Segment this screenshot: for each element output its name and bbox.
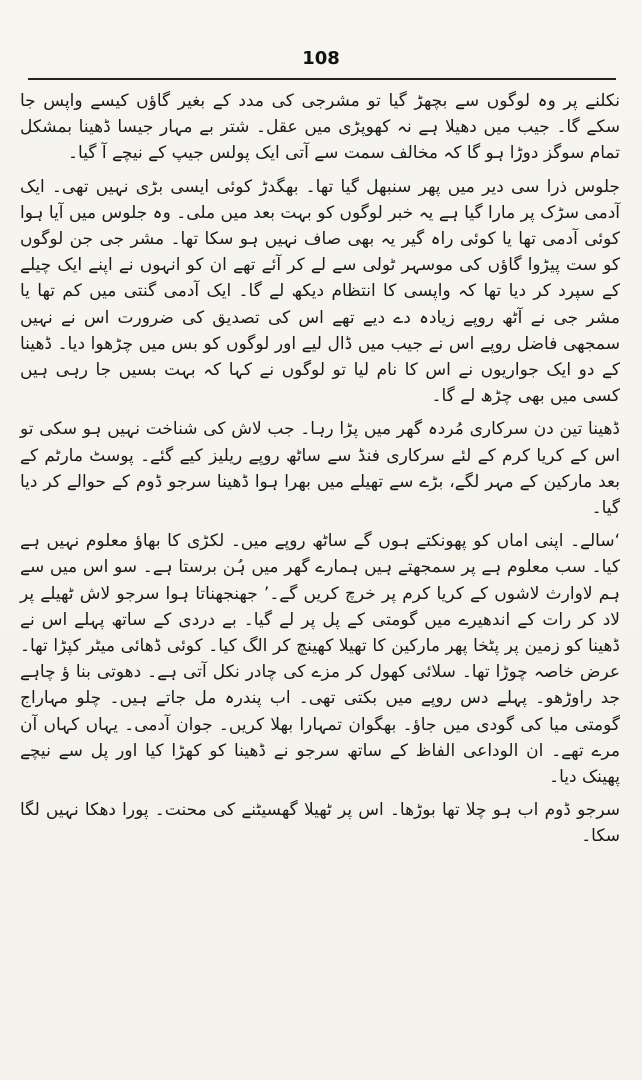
paragraph: ڈھینا تین دن سرکاری مُردہ گھر میں پڑا رہا۔ جب لاش کی شناخت نہیں ہو سکی تو اس کے کریا کرم کے لئے سرکاری فنڈ سے ساٹھ روپے ریلیز کیے گئے۔ پوسٹ مارٹم کے بعد مارکین کے مہر لگے، بڑے سے تھیلے میں بھرا ہوا ڈھینا سرجو ڈوم کے حوالے کر دیا گیا۔ [20, 419, 620, 519]
paragraph: جلوس ذرا سی دیر میں پھر سنبھل گیا تھا۔ بھگدڑ کوئی ایسی بڑی نہیں تھی۔ ایک آدمی سڑک پر مارا گیا ہے یہ خبر لوگوں کو بہت بعد میں ملی۔ وہ جلوس میں آیا ہوا کوئی آدمی تھا یا کوئی راہ گیر یہ بھی صاف نہیں ہو سکا تھا۔ مشر جی جن لوگوں کو ست پیڑوا گاؤں کی موسہر ٹولی سے لے کر آئے تھے ان کو انہوں نے اپنے ایک چیلے کے سپرد کر دیا تھا کہ واپسی کا انتظام دیکھ لے گا۔ ایک آدمی گنتی میں کم تھا یا مشر جی نے آٹھ روپے زیادہ دے دیے تھے اس کی تصدیق کی ضرورت اس نے نہیں سمجھی فاضل روپے اس نے جیب میں ڈال لیے اور لوگوں کو بس میں چڑھوا دیا۔ ڈھینا کے دو ایک جواریوں نے اس کا نام لیا تو لوگوں نے کہا کہ بہت بسیں جا رہی ہیں کسی میں بھی چڑھ لے گا۔ [20, 176, 620, 407]
paragraph: سرجو ڈوم اب ہو چلا تھا بوڑھا۔ اس پر ٹھیلا گھسیٹنے کی محنت۔ پورا دھکا نہیں لگا سکا۔ [20, 800, 620, 847]
page-number: 108 [302, 48, 340, 69]
paragraph: نکلنے پر وہ لوگوں سے بچھڑ گیا تو مشرجی کی مدد کے بغیر گاؤں کیسے واپس جا سکے گا۔ جیب میں دھیلا ہے نہ کھوپڑی میں عقل۔ شتر بے مہار جیسا ڈھینا بمشکل تمام سوگز دوڑا ہو گا کہ مخالف سمت سے آتی ایک پولس جیپ کے نیچے آ گیا۔ [20, 91, 620, 164]
body-text [20, 88, 620, 850]
paragraph: ‘سالے۔ اپنی اماں کو پھونکتے ہوں گے ساٹھ روپے میں۔ لکڑی کا بھاؤ معلوم نہیں ہے کیا۔ سب معلوم ہے پر سمجھتے ہیں ہمارے گھر میں ہُن برستا ہے۔ سو اس میں سے ہم لاوارث لاشوں کے کریا کرم پر خرچ کریں گے۔’ جھنجھناتا ہوا سرجو لاش ٹھیلے پر لاد کر رات کے اندھیرے میں گومتی کے پل پر لے گیا۔ بے دردی کے ساتھ پہلے اس نے ڈھینا کو زمین پر پٹخا پھر مارکین کا تھیلا کھینچ کر الگ کیا۔ کوئی ڈھائی میٹر کپڑا تھا۔ عرض خاصہ چوڑا تھا۔ سلائی کھول کر مزے کی چادر نکل آتی ہے۔ دھوتی بنا ؤ چاہے جد راوڑھو۔ پہلے دس روپے میں بکتی تھی۔ اب پندرہ مل جاتے ہیں۔ چلو مہاراج گومتی میا کی گودی میں جاؤ۔ بھگوان تمہارا بھلا کریں۔ جوان آدمی۔ یہاں کہاں آن مرے تھے۔ ان الوداعی الفاظ کے ساتھ سرجو نے ڈھینا کو کھڑا کیا اور پل سے نیچے پھینک دیا۔ [20, 531, 620, 788]
header-rule [28, 78, 616, 80]
